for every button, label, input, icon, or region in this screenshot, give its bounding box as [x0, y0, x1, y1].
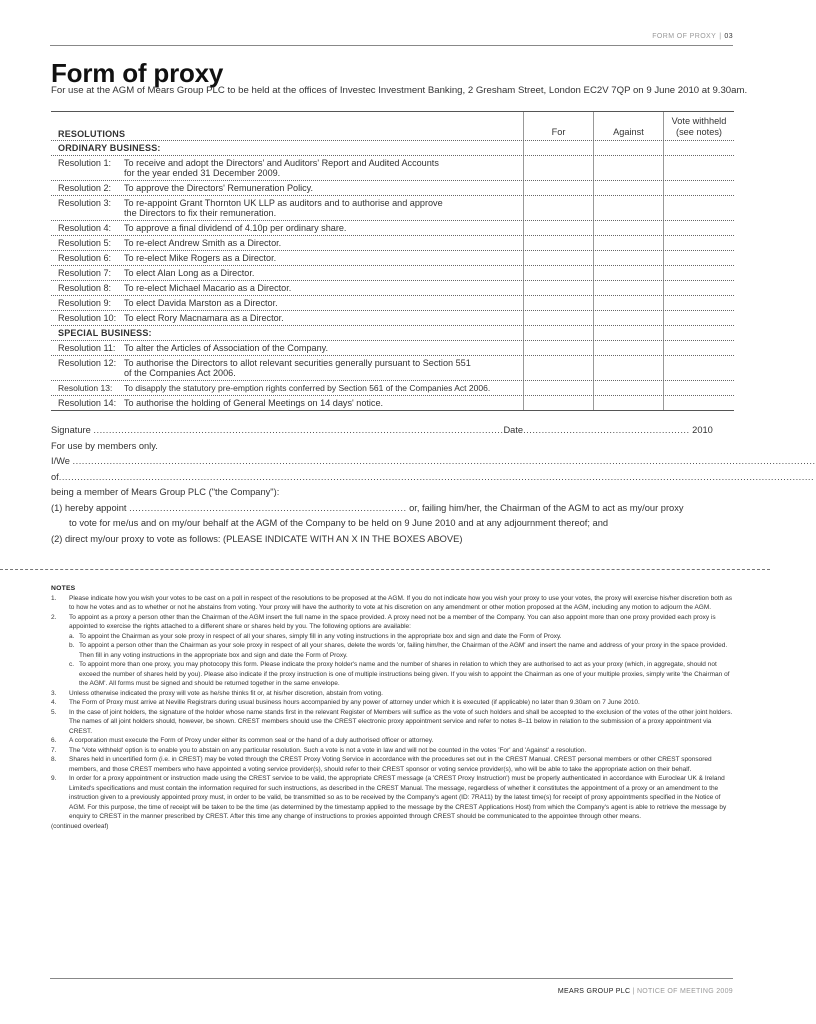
resolution-text: To approve a final dividend of 4.10p per ordinary share.: [124, 223, 347, 233]
page-number: 03: [724, 33, 733, 40]
resolution-row: [51, 341, 734, 356]
resolution-text-cont: the Directors to fix their remuneration.: [124, 208, 277, 218]
resolution-text: To disapply the statutory pre-emption rights conferred by Section 561 of the Companies Act 2006.: [124, 383, 491, 393]
signature-label: Signature: [51, 425, 91, 435]
withheld-checkbox[interactable]: [663, 381, 734, 395]
resolution-label: Resolution 4:: [58, 223, 112, 233]
resolution-row: [51, 266, 734, 281]
note-item: 1. Please indicate how you wish your votes to be cast on a poll in respect of the resolutions to be proposed at the AGM. If you do not indicate how you wish your proxy to use your votes, the proxy will exercise his/her discretion both as to how he votes and as to whether or not he abstains from voting. Your proxy will have the authority to vote at his discretion on any amendment or other motion proposed at the AGM, including any motion to adjourn the AGM.: [51, 594, 732, 611]
against-checkbox[interactable]: [593, 181, 663, 195]
note-item: 3. Unless otherwise indicated the proxy will vote as he/she thinks fit or, at his/her discretion, abstain from voting.: [51, 689, 734, 699]
appoint-text-cont: to vote for me/us and on my/our behalf at the AGM of the Company to be held on 9 June 2010 and at any adjournment thereof; and: [69, 518, 609, 528]
sub-note-item: a. To appoint the Chairman as your sole proxy in respect of all your shares, simply fill in any voting instructions in the appropriate box and sign and date the Form of Proxy.: [51, 632, 734, 642]
note-item: 4. The Form of Proxy must arrive at Neville Registrars during usual business hours accompanied by any power of attorney under which it is executed (if applicable) no later than 9.30am on 7 June 2010.: [51, 698, 734, 708]
being-member-text: being a member of Mears Group PLC ("the Company"):: [51, 487, 280, 497]
for-checkbox[interactable]: [523, 341, 593, 355]
special-business-header: SPECIAL BUSINESS:: [58, 328, 152, 338]
against-checkbox[interactable]: [593, 296, 663, 310]
for-checkbox[interactable]: [523, 396, 593, 410]
resolution-label: Resolution 7:: [58, 268, 112, 278]
iwe-label: I/We: [51, 456, 70, 466]
page-footer: MEARS GROUP PLC | NOTICE OF MEETING 2009: [557, 988, 733, 995]
for-checkbox[interactable]: [523, 356, 593, 380]
note-item: 5. In the case of joint holders, the signature of the holder whose name stands first in the relevant Register of Members will suffice as the vote of such holders and shall be accepted to the exclusion of the votes of the other joint holders. The names of all joint holders should, however, be shown. CREST members should use the CREST electronic proxy appointment service and refer to notes 8–11 below in relation to the submission of a proxy appointment via CREST.: [51, 708, 733, 735]
resolutions-header: RESOLUTIONS: [58, 129, 126, 139]
date-field[interactable]: ......................................................: [523, 425, 690, 435]
note-text: The 'Vote withheld' option is to enable you to abstain on any particular resolution. Such a vote is not a vote in law and will not be counted in the votes 'For' and 'Against' a resolution.: [69, 746, 587, 754]
against-checkbox[interactable]: [593, 266, 663, 280]
footer-doc: NOTICE OF MEETING 2009: [636, 988, 733, 995]
resolution-row: [51, 156, 734, 181]
against-column-header: Against: [593, 112, 663, 140]
notes-heading: NOTES: [51, 585, 76, 592]
for-checkbox[interactable]: [523, 281, 593, 295]
resolution-label: Resolution 10:: [58, 313, 117, 323]
against-checkbox[interactable]: [593, 381, 663, 395]
withheld-checkbox[interactable]: [663, 236, 734, 250]
appoint-label: (1) hereby appoint: [51, 502, 127, 513]
sub-note-item: c. To appoint more than one proxy, you may photocopy this form. Please indicate the proxy holder's name and the number of shares in relation to which they are authorised to act as your proxy (which, in aggregate, should not exceed the number of shares held by you). Please also indicate if the proxy instruction is one of multiple instructions being given. If you wish to appoint the Chairman as one of your multiple proxies, simply write 'the Chairman of the AGM'. All forms must be signed and should be returned together in the same envelope.: [51, 660, 734, 689]
note-text: The Form of Proxy must arrive at Neville Registrars during usual business hours accompanied by any power of attorney under which it is executed (if applicable) no later than 9.30am on 7 June 2010.: [69, 699, 640, 706]
footer-org: MEARS GROUP PLC: [557, 988, 631, 995]
resolution-row: [51, 396, 734, 410]
resolution-label: Resolution 6:: [58, 253, 112, 263]
note-text: In the case of joint holders, the signature of the holder whose name stands first in the relevant Register of Members will suffice as the vote of such holders and shall be accepted to the exclusion of the votes of the other joint holders. The names of all joint holders should, however, be shown. CREST members should use the CREST electronic proxy appointment service and refer to notes 8–11 below in relation to the submission of a proxy appointment via CREST.: [69, 708, 733, 735]
withheld-header-line2: (see notes): [676, 127, 722, 137]
signature-field[interactable]: .....................................................................................................................................: [93, 425, 504, 435]
withheld-checkbox[interactable]: [663, 221, 734, 235]
ordinary-business-header: ORDINARY BUSINESS:: [58, 143, 161, 153]
note-item: 8. Shares held in uncertified form (i.e. in CREST) may be voted through the CREST Proxy Voting Service in accordance with the procedures set out in the CREST Manual. CREST personal members or other CREST sponsored members, and those CREST members who have appointed a voting service provider(s), should refer to their CREST sponsor or voting service provider(s), who will be able to take the appropriate action on their behalf.: [51, 755, 734, 774]
for-checkbox[interactable]: [523, 156, 593, 180]
resolution-label: Resolution 9:: [58, 298, 112, 308]
withheld-checkbox[interactable]: [663, 156, 734, 180]
for-checkbox[interactable]: [523, 221, 593, 235]
notes-section: [51, 584, 734, 831]
of-label: of: [51, 471, 59, 482]
withheld-checkbox[interactable]: [663, 311, 734, 325]
tear-off-line: [0, 569, 770, 570]
note-text: To appoint as a proxy a person other than the Chairman of the AGM insert the full name in the space provided. A proxy need not be a member of the Company. You can also appoint more than one proxy provided each proxy is appointed to exercise the rights attached to a different share or shares held by you. The following options are available:: [69, 613, 716, 630]
iwe-field[interactable]: .................................................................................................................................................................................................................................................: [72, 456, 816, 466]
members-only-note: For use by members only.: [51, 440, 158, 451]
signature-section: [51, 425, 816, 549]
note-text: Shares held in uncertified form (i.e. in CREST) may be voted through the CREST Proxy Voting Service in accordance with the procedures set out in the CREST Manual. CREST personal members or other CREST sponsored members, and those CREST members who have appointed a voting service provider(s), should refer to their CREST sponsor or voting service provider(s), who will be able to take the appropriate action on their behalf.: [69, 756, 712, 773]
against-checkbox[interactable]: [593, 221, 663, 235]
for-column-header: For: [523, 112, 593, 140]
for-checkbox[interactable]: [523, 181, 593, 195]
signature-line: [51, 425, 734, 441]
resolution-text: To re-elect Andrew Smith as a Director.: [124, 238, 282, 248]
resolution-text: To re-appoint Grant Thornton UK LLP as auditors and to authorise and approve: [124, 198, 443, 208]
withheld-header-line1: Vote withheld: [671, 116, 727, 126]
sub-note-item: b. To appoint a person other than the Chairman as your sole proxy in respect of all your shares, delete the words 'or, failing him/her, the Chairman of the AGM' and insert the name and address of your proxy in the space provided. Then fill in any voting instructions in the appropriate box and sign and date the Form of Proxy.: [51, 641, 734, 660]
resolution-text-cont: for the year ended 31 December 2009.: [124, 168, 281, 178]
date-label: Date: [503, 425, 524, 435]
withheld-checkbox[interactable]: [663, 266, 734, 280]
resolution-row: [51, 221, 734, 236]
for-checkbox[interactable]: [523, 266, 593, 280]
bottom-rule: [50, 978, 733, 979]
of-line: [51, 471, 815, 488]
for-checkbox[interactable]: [523, 381, 593, 395]
for-checkbox[interactable]: [523, 236, 593, 250]
against-checkbox[interactable]: [593, 251, 663, 265]
withheld-checkbox[interactable]: [663, 251, 734, 265]
resolution-text: To re-elect Mike Rogers as a Director.: [124, 253, 277, 263]
resolution-label: Resolution 8:: [58, 283, 112, 293]
against-checkbox[interactable]: [593, 196, 663, 220]
resolution-row: [51, 251, 734, 266]
for-checkbox[interactable]: [523, 311, 593, 325]
for-checkbox[interactable]: [523, 251, 593, 265]
withheld-checkbox[interactable]: [663, 181, 734, 195]
for-checkbox[interactable]: [523, 296, 593, 310]
resolution-text: To authorise the Directors to allot relevant securities generally pursuant to Section 551: [124, 358, 471, 368]
resolution-label: Resolution 13:: [58, 383, 113, 393]
direct-proxy-text: (2) direct my/our proxy to vote as follows: (PLEASE INDICATE WITH AN X IN THE BOXES ABOVE): [51, 533, 463, 544]
resolution-text: To authorise the holding of General Meetings on 14 days' notice.: [124, 398, 384, 408]
against-checkbox[interactable]: [593, 236, 663, 250]
resolution-text-cont: of the Companies Act 2006.: [124, 368, 236, 378]
appoint-line: [51, 503, 734, 519]
note-text: Please indicate how you wish your votes to be cast on a poll in respect of the resolutions to be proposed at the AGM. If you do not indicate how you wish your proxy to use your votes, the proxy will exercise his/her discretion both as to how he votes and as to whether or not he abstains from voting. Your proxy will have the authority to vote at his discretion on any amendment or other motion proposed at the AGM, including any motion to adjourn the AGM.: [69, 594, 732, 611]
resolution-label: Resolution 5:: [58, 238, 112, 248]
resolution-text: To receive and adopt the Directors' and Auditors' Report and Audited Accounts: [124, 158, 439, 168]
resolution-row: [51, 311, 734, 326]
resolution-row: [51, 196, 734, 221]
withheld-checkbox[interactable]: [663, 281, 734, 295]
note-item: 2. To appoint as a proxy a person other than the Chairman of the AGM insert the full name in the space provided. A proxy need not be a member of the Company. You can also appoint more than one proxy provided each proxy is appointed to exercise the rights attached to a different share or shares held by you. The following options are available:: [51, 613, 734, 632]
ordinary-business-row: [51, 141, 734, 156]
withheld-checkbox[interactable]: [663, 356, 734, 380]
header-section: FORM OF PROXY: [652, 33, 717, 40]
withheld-checkbox[interactable]: [663, 296, 734, 310]
note-text: Unless otherwise indicated the proxy will vote as he/she thinks fit or, at his/her discretion, abstain from voting.: [69, 689, 383, 697]
note-item: 7. The 'Vote withheld' option is to enable you to abstain on any particular resolution. Such a vote is not a vote in law and will not be counted in the votes 'For' and 'Against' a resolution.: [51, 746, 734, 756]
table-header-row: [51, 112, 734, 141]
appoint-text: or, failing him/her, the Chairman of the AGM to act as my/our proxy: [409, 502, 684, 513]
page-title: Form of proxy: [51, 58, 224, 88]
top-rule: [50, 45, 733, 46]
note-text: In order for a proxy appointment or instruction made using the CREST service to be valid, the appropriate CREST message (a 'CREST Proxy Instruction') must be properly authenticated in accordance with Euroclear UK & Ireland Limited's specifications and must contain the information required for such instructions, as described in the CREST Manual. The message, regardless of whether it constitutes the appointment of a proxy or an amendment to the instruction given to a previously appointed proxy must, in order to be valid, be transmitted so as to be received by the Company's agent (ID: 7RA11) by the latest time(s) for receipt of proxy appointments specified in the Notice of AGM. For this purpose, the time of receipt will be taken to be the time (as determined by the timestamp applied to the message by the CREST Applications Host) from which the Company's agent is able to retrieve the message by enquiry to CREST in the manner prescribed by CREST. After this time any change of instructions to proxies appointed through CREST should be communicated to the appointee through other means.: [69, 775, 727, 820]
resolution-label: Resolution 14:: [58, 398, 117, 408]
note-text: To appoint more than one proxy, you may photocopy this form. Please indicate the proxy holder's name and the number of shares in relation to which they are authorised to act as your proxy (which, in aggregate, should not exceed the number of shares held by you). Please also indicate if the proxy instruction is one of multiple instructions being given. If you wish to appoint the Chairman as one of your multiple proxies, simply write 'the Chairman of the AGM'. All forms must be signed and should be returned together in the same envelope.: [79, 661, 730, 687]
note-text: To appoint a person other than the Chairman as your sole proxy in respect of all your shares, delete the words 'or, failing him/her, the Chairman of the AGM' and insert the name and address of your proxy in the space provided. Then fill in any voting instructions in the appropriate box and sign and date the Form of Proxy.: [79, 642, 728, 659]
against-checkbox[interactable]: [593, 281, 663, 295]
resolution-row: [51, 296, 734, 311]
note-text: A corporation must execute the Form of Proxy under either its common seal or the hand of a duly authorised officer or attorney.: [69, 737, 434, 744]
for-checkbox[interactable]: [523, 196, 593, 220]
resolution-text: To elect Davida Marston as a Director.: [124, 298, 278, 308]
page-header: FORM OF PROXY | 03: [652, 33, 733, 40]
resolution-row: [51, 281, 734, 296]
proxy-name-field[interactable]: ..........................................................................................: [129, 502, 407, 513]
against-checkbox[interactable]: [593, 356, 663, 380]
withheld-column-header: [663, 112, 734, 140]
note-item: 6. A corporation must execute the Form of Proxy under either its common seal or the hand of a duly authorised officer or attorney.: [51, 736, 734, 746]
withheld-checkbox[interactable]: [663, 196, 734, 220]
page-subtitle: For use at the AGM of Mears Group PLC to be held at the offices of Investec Investment Banking, 2 Gresham Street, London EC2V 7QP on 9 June 2010 at 9.30am.: [51, 85, 748, 96]
resolution-row: [51, 356, 734, 381]
resolution-text: To elect Rory Macnamara as a Director.: [124, 313, 284, 323]
resolution-row: [51, 381, 734, 396]
resolution-label: Resolution 11:: [58, 343, 116, 353]
resolution-label: Resolution 3:: [58, 198, 112, 208]
against-checkbox[interactable]: [593, 311, 663, 325]
resolution-text: To re-elect Michael Macario as a Director.: [124, 283, 292, 293]
resolution-label: Resolution 1:: [58, 158, 112, 168]
resolution-label: Resolution 2:: [58, 183, 112, 193]
resolution-text: To approve the Directors' Remuneration Policy.: [124, 183, 314, 193]
special-business-row: [51, 326, 734, 341]
note-item: 9. In order for a proxy appointment or instruction made using the CREST service to be valid, the appropriate CREST message (a 'CREST Proxy Instruction') must be properly authenticated in accordance with Euroclear UK & Ireland Limited's specifications and must contain the information required for such instructions, as described in the CREST Manual. The message, regardless of whether it constitutes the appointment of a proxy or an amendment to the instruction given to a previously appointed proxy must, in order to be valid, be transmitted so as to be received by the Company's agent (ID: 7RA11) by the latest time(s) for receipt of proxy appointments specified in the Notice of AGM. For this purpose, the time of receipt will be taken to be the time (as determined by the timestamp applied to the message by the CREST Applications Host) from which the Company's agent is able to retrieve the message by enquiry to CREST in the manner prescribed by CREST. After this time any change of instructions to proxies appointed through CREST should be communicated to the appointee through other means.: [51, 774, 734, 822]
withheld-checkbox[interactable]: [663, 396, 734, 410]
resolution-text: To elect Alan Long as a Director.: [124, 268, 255, 278]
against-checkbox[interactable]: [593, 341, 663, 355]
against-checkbox[interactable]: [593, 156, 663, 180]
resolution-row: [51, 236, 734, 251]
withheld-checkbox[interactable]: [663, 341, 734, 355]
iwe-line: [51, 456, 816, 472]
continued-overleaf: (continued overleaf): [51, 822, 109, 830]
date-year: 2010: [692, 425, 713, 435]
address-field[interactable]: .....................................................................................................................................................................................................................................................: [58, 471, 815, 482]
resolution-label: Resolution 12:: [58, 358, 117, 368]
note-text: To appoint the Chairman as your sole proxy in respect of all your shares, simply fill in any voting instructions in the appropriate box and sign and date the Form of Proxy.: [79, 632, 562, 640]
resolutions-table: [51, 111, 734, 411]
resolution-text: To alter the Articles of Association of the Company.: [124, 343, 329, 353]
resolution-row: [51, 181, 734, 196]
against-checkbox[interactable]: [593, 396, 663, 410]
